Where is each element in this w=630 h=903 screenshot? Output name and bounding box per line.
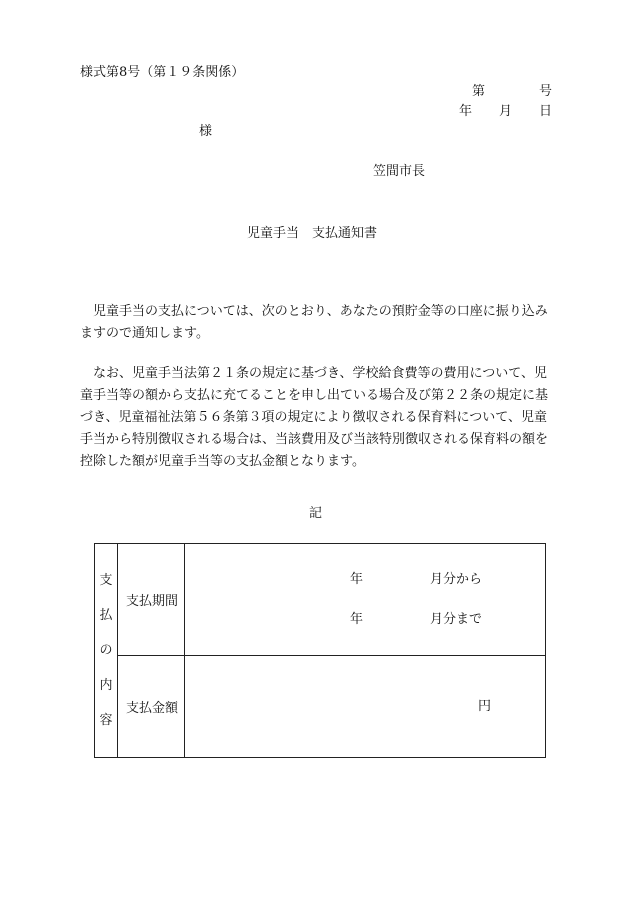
period-to-month: 月分まで bbox=[430, 612, 483, 627]
period-to-year: 年 bbox=[350, 612, 364, 627]
vertical-char: 支 bbox=[99, 573, 113, 588]
amount-label: 支払金額 bbox=[118, 656, 185, 758]
date-day: 日 bbox=[539, 104, 553, 119]
vertical-char: 容 bbox=[99, 713, 113, 728]
paragraph-2: なお、児童手当法第２１条の規定に基づき、学校給食費等の費用について、児童手当等の額から支払に充てることを申し出ている場合及び第２２条の規定に基づき、児童福祉法第５６条第３項の規定により徴収される保育料について、児童手当から特別徴収される場合は、当該費用及び当該特別徴収される保育料の額を控除した額が児童手当等の支払金額となります。 bbox=[80, 366, 549, 469]
paragraph-1: 児童手当の支払については、次のとおり、あなたの預貯金等の口座に振り込みますので通知します。 bbox=[80, 304, 548, 341]
doc-number-suffix: 号 bbox=[539, 84, 553, 99]
vertical-char: 内 bbox=[99, 678, 113, 693]
addressee-suffix: 様 bbox=[199, 124, 213, 139]
period-from-month: 月分から bbox=[430, 572, 483, 587]
amount-unit: 円 bbox=[478, 699, 492, 714]
doc-number-prefix: 第 bbox=[472, 84, 486, 99]
vertical-char: の bbox=[99, 643, 113, 658]
vertical-char: 払 bbox=[99, 608, 113, 623]
issuer: 笠間市長 bbox=[373, 164, 426, 179]
date-month: 月 bbox=[499, 104, 513, 119]
payment-details-table bbox=[94, 543, 546, 758]
period-label: 支払期間 bbox=[118, 544, 185, 656]
notice-title: 児童手当 支払通知書 bbox=[247, 226, 378, 241]
date-year: 年 bbox=[459, 104, 473, 119]
period-from-year: 年 bbox=[350, 572, 364, 587]
form-number: 様式第8号（第１９条関係） bbox=[80, 65, 245, 80]
amount-value-cell bbox=[185, 656, 546, 758]
ki-marker: 記 bbox=[309, 506, 323, 521]
vertical-heading bbox=[95, 544, 118, 758]
period-value-cell bbox=[185, 544, 546, 656]
